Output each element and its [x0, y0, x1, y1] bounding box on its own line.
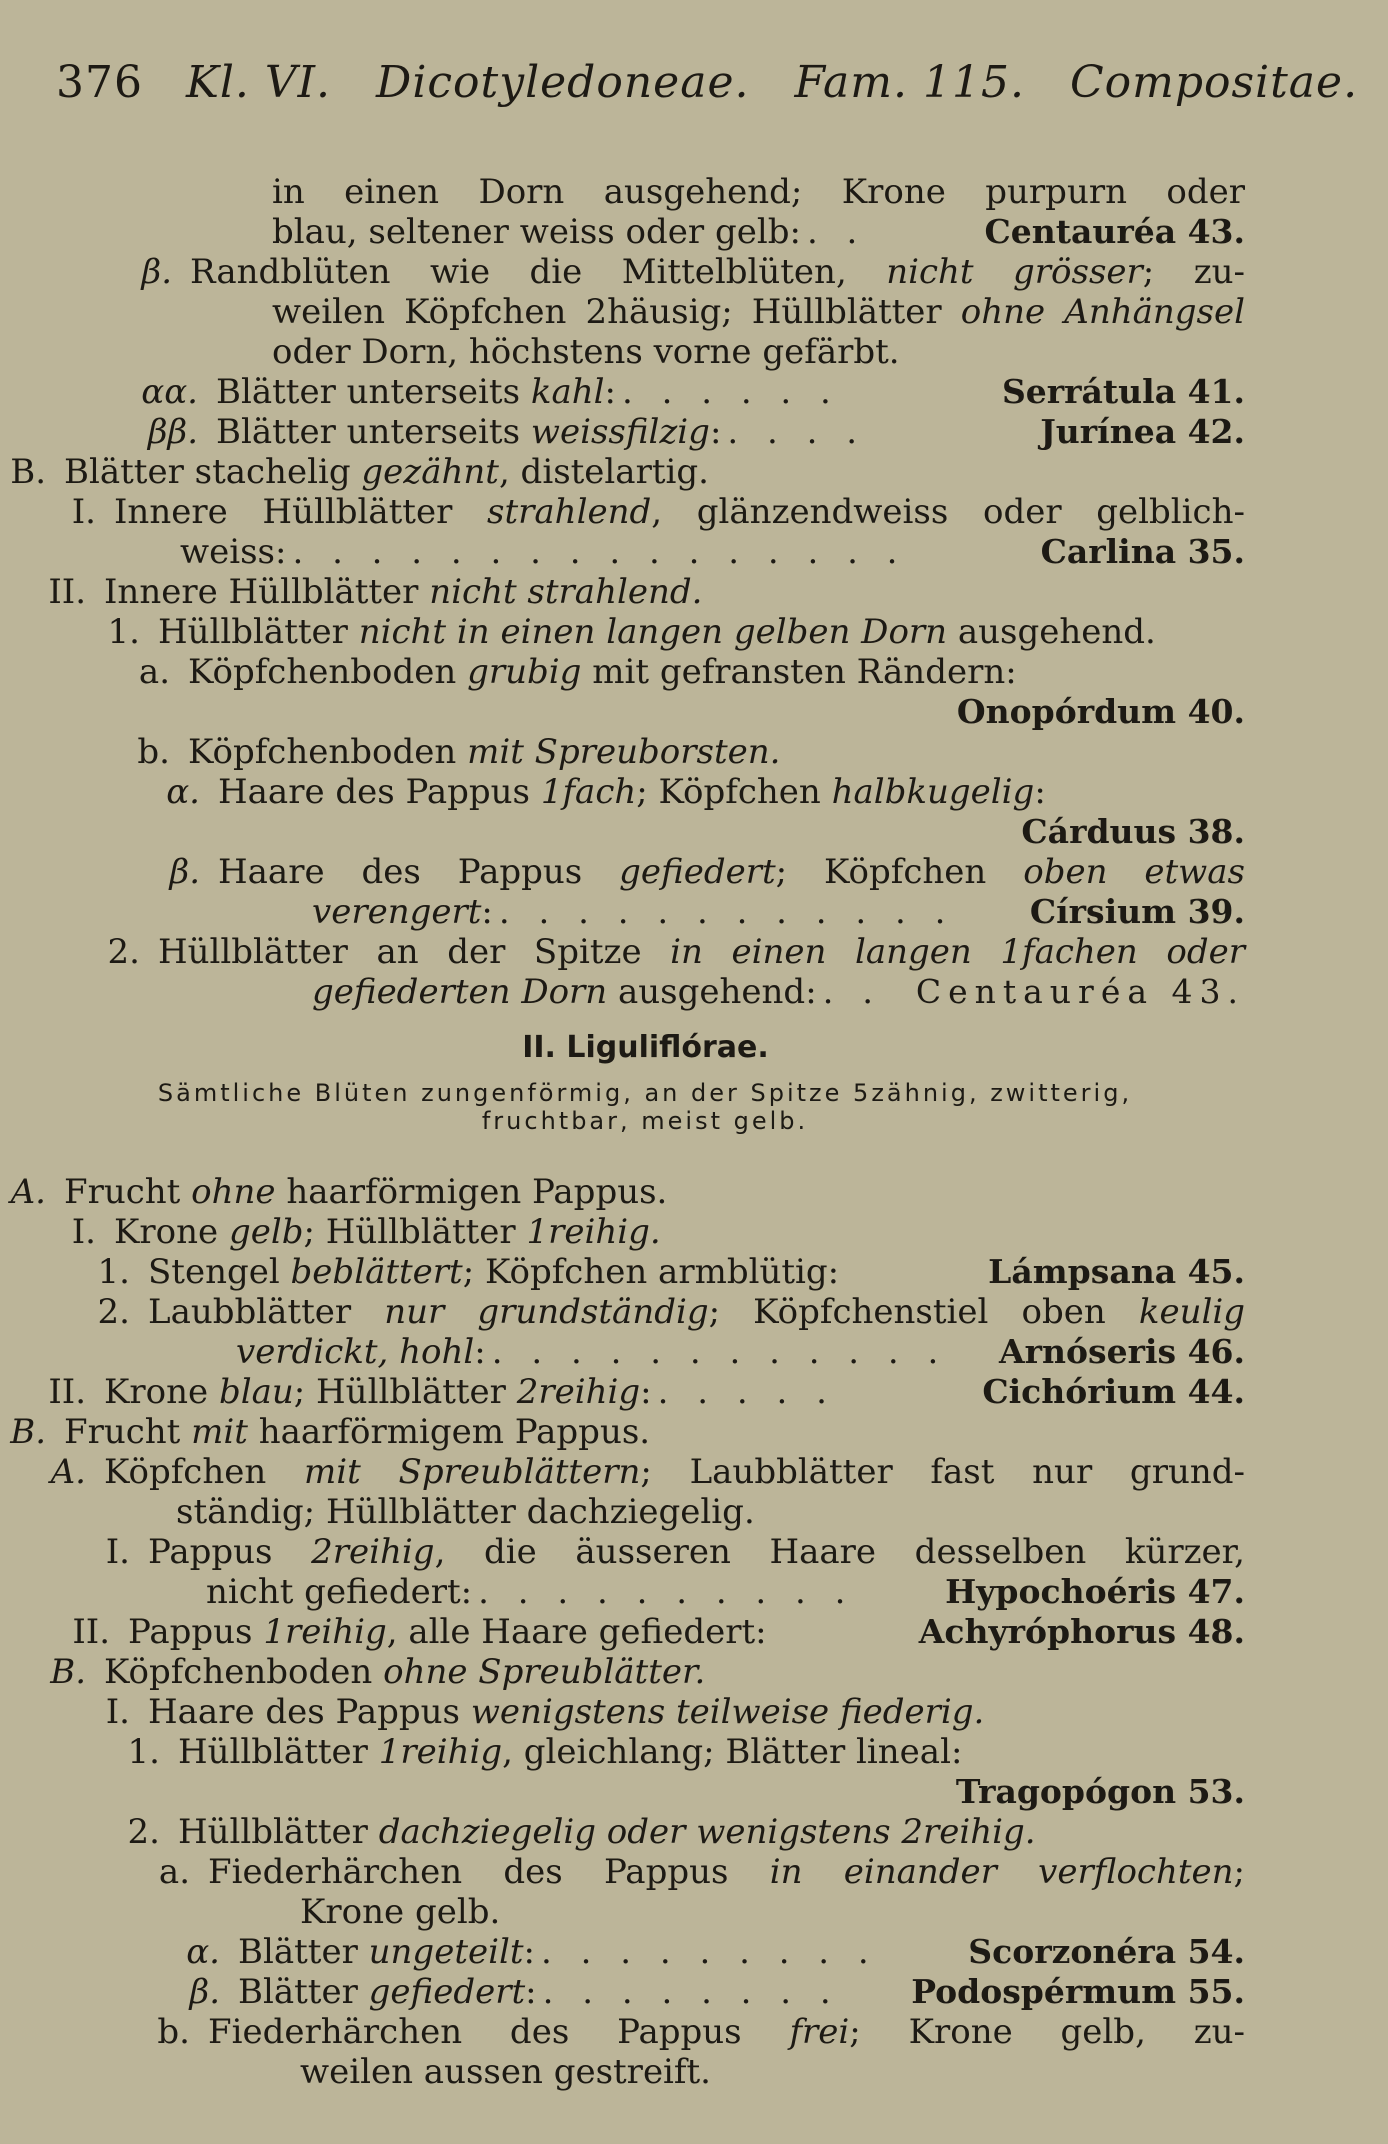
- key-label: B.: [50, 1652, 86, 1692]
- key-line: [16, 1212, 1245, 1252]
- key-text: Blätter ungeteilt:: [238, 1932, 535, 1972]
- key-text: Köpfchenboden ohne Spreublätter.: [104, 1652, 706, 1692]
- key-text: verdickt, hohl:: [236, 1332, 486, 1372]
- key-line: [50, 1252, 1245, 1292]
- key-line: [80, 1732, 1245, 1772]
- genus-reference: Arnóseris 46.: [999, 1332, 1245, 1371]
- key-label: B.: [10, 452, 46, 492]
- key-text: Krone gelb; Hüllblätter 1reihig.: [114, 1212, 661, 1252]
- leader-dots: . . . . . . . .: [542, 1972, 840, 2012]
- key-label: 2.: [107, 932, 140, 972]
- key-label: I.: [105, 1532, 130, 1572]
- key-label: b.: [137, 732, 170, 772]
- key-line: [98, 412, 1245, 452]
- leader-dots: . . . . . . . . .: [541, 1932, 878, 1972]
- genus-reference: Círsium 39.: [1029, 892, 1245, 931]
- key-label: a.: [138, 652, 170, 692]
- genus-reference: Serrátula 41.: [1001, 372, 1245, 411]
- key-label: I.: [71, 492, 96, 532]
- key-text: Haare des Pappus gefiedert; Köpfchen oben etwas: [218, 852, 1245, 892]
- key-line: [60, 932, 1245, 972]
- key-text: Blätter unterseits weissfilzig:: [216, 412, 722, 452]
- genus-reference: Jurínea 42.: [1040, 412, 1245, 451]
- key-label: 2.: [127, 1812, 160, 1852]
- key-label: α.: [166, 772, 200, 812]
- key-label: 1.: [127, 1732, 160, 1772]
- key-text: blau, seltener weiss oder gelb:: [272, 212, 801, 252]
- key-line: [60, 612, 1245, 652]
- key-text: Haare des Pappus wenigstens teilweise fiederig.: [148, 1692, 985, 1732]
- family-name: Compositae.: [1069, 57, 1359, 108]
- key-text: Pappus 1reihig, alle Haare gefiedert:: [128, 1612, 767, 1652]
- key-text: Hüllblätter 1reihig, gleichlang; Blätter lineal:: [178, 1732, 963, 1772]
- key-label: II.: [48, 572, 86, 612]
- genus-reference: Centauréa 43.: [984, 212, 1245, 251]
- key-line: [72, 252, 1245, 292]
- genus-reference: Centauréa 43.: [915, 972, 1245, 1011]
- key-label: αα.: [141, 372, 198, 412]
- genus-reference: Tragopógon 53.: [955, 1772, 1245, 1811]
- key-line: [0, 1372, 1245, 1412]
- key-line: [10, 1612, 1245, 1652]
- key-label: A.: [10, 1172, 46, 1212]
- key-label: b.: [157, 2012, 190, 2052]
- leader-dots: . . . . . .: [621, 372, 840, 412]
- genus-reference: Hypochoéris 47.: [945, 1572, 1245, 1611]
- key-label: 1.: [107, 612, 140, 652]
- genus-reference: Carlina 35.: [1040, 532, 1245, 571]
- genus-reference: Cichórium 44.: [982, 1372, 1245, 1411]
- key-line: [0, 1412, 1245, 1452]
- key-line: [140, 1972, 1245, 2012]
- key-line: [120, 772, 1245, 812]
- section-title: II. Liguliflórae.: [522, 1030, 769, 1065]
- key-label: α.: [186, 1932, 220, 1972]
- key-line: [50, 1532, 1245, 1572]
- group-label: Dicotyledoneae.: [376, 57, 750, 108]
- key-text: Hüllblätter dachziegelig oder wenigstens 2reihig.: [178, 1812, 1036, 1852]
- key-text: Köpfchenboden grubig mit gefransten Rändern:: [188, 652, 1017, 692]
- key-label: β.: [189, 1972, 220, 2012]
- key-text: oder Dorn, höchstens vorne gefärbt.: [272, 332, 900, 372]
- key-line: [0, 1452, 1245, 1492]
- key-line: [312, 892, 1245, 932]
- family-label: Fam. 115.: [794, 57, 1025, 108]
- key-line: [90, 732, 1245, 772]
- key-text: Pappus 2reihig, die äusseren Haare desselben kürzer,: [148, 1532, 1245, 1572]
- key-line: [236, 1332, 1245, 1372]
- key-text: Innere Hüllblätter nicht strahlend.: [104, 572, 703, 612]
- key-text: Fiederhärchen des Pappus frei; Krone gelb, zu-: [208, 2012, 1246, 2052]
- key-line: [80, 1812, 1245, 1852]
- key-line: [60, 692, 1245, 732]
- key-line: [300, 1892, 1245, 1932]
- key-text: Blätter stachelig gezähnt, distelartig.: [64, 452, 709, 492]
- key-label: I.: [105, 1692, 130, 1732]
- key-text: weilen Köpfchen 2häusig; Hüllblätter ohne Anhängsel: [272, 292, 1245, 332]
- key-line: [272, 332, 1245, 372]
- leader-dots: . . . .: [727, 412, 867, 452]
- key-text: Randblüten wie die Mittelblüten, nicht grösser; zu-: [190, 252, 1245, 292]
- key-line: [272, 292, 1245, 332]
- key-line: [120, 852, 1245, 892]
- key-line: [0, 1172, 1245, 1212]
- genus-reference: Onopórdum 40.: [956, 692, 1245, 731]
- leader-dots: . . . . . . . . . .: [478, 1572, 855, 1612]
- key-line: [16, 492, 1245, 532]
- key-line: [0, 572, 1245, 612]
- key-label: β.: [141, 252, 172, 292]
- leader-dots: . .: [806, 212, 867, 252]
- key-text: Frucht mit haarförmigem Pappus.: [64, 1412, 651, 1452]
- key-text: Krone gelb.: [300, 1892, 501, 1932]
- genus-reference: Podospérmum 55.: [911, 1972, 1245, 2011]
- key-line: [0, 452, 1245, 492]
- key-line: [98, 372, 1245, 412]
- key-line: [176, 1492, 1245, 1532]
- key-line: [0, 1652, 1245, 1692]
- key-text: Hüllblätter an der Spitze in einen langen 1fachen oder: [158, 932, 1245, 972]
- leader-dots: . . . . . . . . . . . .: [491, 1332, 948, 1372]
- key-line: [272, 172, 1245, 212]
- leader-dots: . . . . . . . . . . . .: [498, 892, 955, 932]
- key-line: [272, 212, 1245, 252]
- key-label: 2.: [97, 1292, 130, 1332]
- running-header: [56, 56, 1359, 110]
- section-subtitle: Sämtliche Blüten zungenförmig, an der Spitze 5zähnig, zwitterig,: [157, 1079, 1133, 1107]
- key-text: gefiederten Dorn ausgehend:: [312, 972, 817, 1012]
- key-text: Laubblätter nur grundständig; Köpfchenstiel oben keulig: [148, 1292, 1245, 1332]
- key-text: Fiederhärchen des Pappus in einander verflochten;: [208, 1852, 1246, 1892]
- section-subtitle: fruchtbar, meist gelb.: [481, 1107, 809, 1135]
- key-line: [110, 2012, 1245, 2052]
- key-text: ständig; Hüllblätter dachziegelig.: [176, 1492, 755, 1532]
- key-text: Blätter gefiedert:: [238, 1972, 537, 2012]
- key-text: weilen aussen gestreift.: [300, 2052, 711, 2092]
- key-text: Krone blau; Hüllblätter 2reihig:: [104, 1372, 652, 1412]
- key-label: B.: [10, 1412, 46, 1452]
- key-line: [312, 972, 1245, 1012]
- genus-reference: Achyróphorus 48.: [918, 1612, 1245, 1651]
- key-line: [300, 2052, 1245, 2092]
- key-label: I.: [71, 1212, 96, 1252]
- key-text: Innere Hüllblätter strahlend, glänzendweiss oder gelblich-: [114, 492, 1245, 532]
- key-line: [50, 1292, 1245, 1332]
- key-line: [60, 1772, 1245, 1812]
- key-text: Haare des Pappus 1fach; Köpfchen halbkugelig:: [218, 772, 1046, 812]
- key-line: [60, 812, 1245, 852]
- genus-reference: Cárduus 38.: [1021, 812, 1245, 851]
- key-label: ββ.: [147, 412, 198, 452]
- key-label: A.: [50, 1452, 86, 1492]
- key-text: in einen Dorn ausgehend; Krone purpurn oder: [272, 172, 1245, 212]
- key-text: verengert:: [312, 892, 493, 932]
- key-line: [110, 1852, 1245, 1892]
- class-label: Kl. VI.: [185, 57, 332, 108]
- key-line: [180, 532, 1245, 572]
- page-number: 376: [56, 57, 143, 108]
- key-label: II.: [72, 1612, 110, 1652]
- genus-reference: Lámpsana 45.: [988, 1252, 1245, 1291]
- key-text: Hüllblätter nicht in einen langen gelben Dorn ausgehend.: [158, 612, 1156, 652]
- key-text: Stengel beblättert; Köpfchen armblütig:: [148, 1252, 840, 1292]
- key-text: Köpfchen mit Spreublättern; Laubblätter fast nur grund-: [104, 1452, 1245, 1492]
- key-text: Frucht ohne haarförmigen Pappus.: [64, 1172, 668, 1212]
- key-text: Köpfchenboden mit Spreuborsten.: [188, 732, 781, 772]
- key-line: [90, 652, 1245, 692]
- key-line: [140, 1932, 1245, 1972]
- key-label: a.: [158, 1852, 190, 1892]
- key-label: II.: [48, 1372, 86, 1412]
- leader-dots: . . . . .: [657, 1372, 836, 1412]
- key-line: [50, 1692, 1245, 1732]
- key-label: 1.: [97, 1252, 130, 1292]
- leader-dots: . . . . . . . . . . . . . . . .: [292, 532, 907, 572]
- key-text: Blätter unterseits kahl:: [216, 372, 616, 412]
- key-line: [206, 1572, 1245, 1612]
- genus-reference: Scorzonéra 54.: [968, 1932, 1245, 1971]
- key-text: nicht gefiedert:: [206, 1572, 473, 1612]
- key-label: β.: [169, 852, 200, 892]
- leader-dots: . .: [822, 972, 883, 1012]
- key-text: weiss:: [180, 532, 287, 572]
